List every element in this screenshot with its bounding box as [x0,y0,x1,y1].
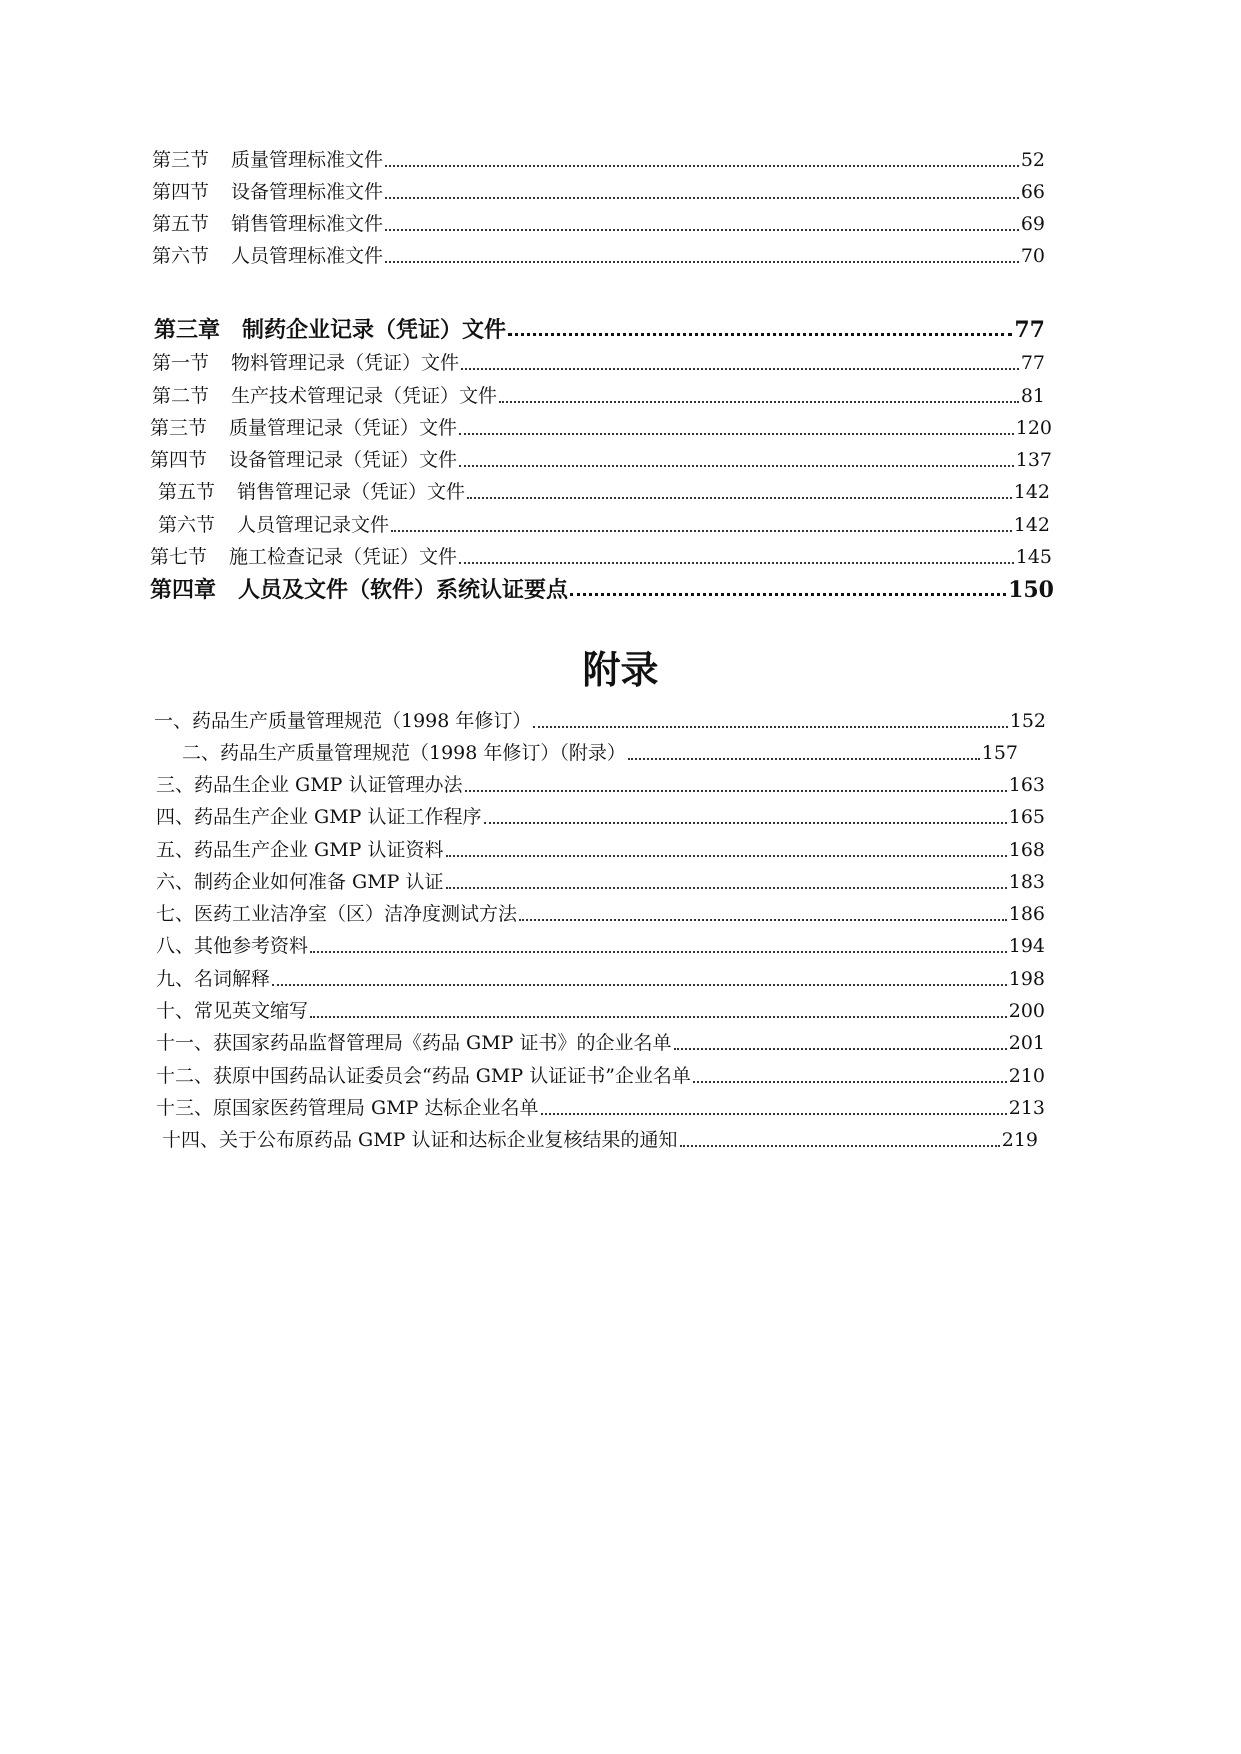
section-number: 第二节 [152,385,210,407]
dot-leader [519,918,1007,921]
dot-leader [385,164,1019,167]
toc-entry-section[interactable] [152,144,1045,172]
toc-entry-appendix[interactable] [156,995,1045,1023]
dot-leader [459,561,1014,564]
page-number: 186 [1008,903,1045,925]
page-number: 69 [1020,213,1045,235]
appendix-item-label: 十二、获原中国药品认证委员会“药品 GMP 认证证书”企业名单 [156,1065,691,1087]
page-number: 183 [1008,871,1045,893]
dot-leader [391,529,1012,532]
appendix-item-label: 十一、获国家药品监督管理局《药品 GMP 证书》的企业名单 [156,1032,672,1054]
toc-entry-appendix[interactable] [156,866,1045,894]
toc-entry-section[interactable] [158,509,1050,537]
appendix-item-label: 五、药品生产企业 GMP 认证资料 [156,839,444,861]
toc-entry-section[interactable] [152,208,1045,236]
page-number: 81 [1020,385,1045,407]
chapter-number: 第三章 [154,317,221,343]
section-title: 物料管理记录（凭证）文件 [231,352,460,374]
page-number: 77 [1014,317,1045,343]
section-number: 第五节 [152,213,210,235]
section-number: 第三节 [152,149,210,171]
dot-leader [446,854,1007,857]
section-title: 质量管理标准文件 [231,149,384,171]
page-number: 157 [981,742,1018,764]
section-title: 质量管理记录（凭证）文件 [229,417,458,439]
section-title: 设备管理标准文件 [231,181,384,203]
chapter-number: 第四章 [150,577,217,603]
dot-leader [541,1112,1007,1115]
toc-entry-section[interactable] [152,380,1045,408]
dot-leader [385,228,1019,231]
appendix-item-label: 十、常见英文缩写 [156,1000,309,1022]
dot-leader [484,821,1007,824]
page-number: 201 [1008,1032,1045,1054]
page-number: 152 [1009,710,1046,732]
section-number: 第一节 [152,352,210,374]
toc-entry-chapter[interactable] [150,570,1054,602]
page-number: 163 [1008,774,1045,796]
toc-entry-appendix[interactable] [156,801,1045,829]
appendix-item-label: 九、名词解释 [156,968,271,990]
dot-leader [508,332,1012,336]
appendix-item-label: 二、药品生产质量管理规范（1998 年修订）（附录） [182,742,626,764]
dot-leader [465,789,1007,792]
section-number: 第四节 [150,449,208,471]
section-number: 第六节 [158,514,216,536]
toc-entry-appendix[interactable] [156,834,1045,862]
dot-leader [459,432,1014,435]
toc-entry-appendix[interactable] [156,1060,1045,1088]
toc-entry-appendix[interactable] [154,705,1046,733]
page-number: 120 [1015,417,1052,439]
toc-entry-section[interactable] [152,176,1045,204]
section-number: 第四节 [152,181,210,203]
dot-leader [459,464,1014,467]
toc-entry-appendix[interactable] [162,1124,1038,1152]
appendix-item-label: 一、药品生产质量管理规范（1998 年修订） [154,710,532,732]
appendix-item-label: 十三、原国家医药管理局 GMP 达标企业名单 [156,1097,539,1119]
toc-entry-appendix[interactable] [156,898,1045,926]
toc-entry-appendix[interactable] [182,737,1018,765]
page-number: 213 [1008,1097,1045,1119]
page-number: 168 [1008,839,1045,861]
toc-entry-appendix[interactable] [156,769,1045,797]
appendix-item-label: 四、药品生产企业 GMP 认证工作程序 [156,806,482,828]
page-number: 210 [1008,1065,1045,1087]
chapter-title: 人员及文件（软件）系统认证要点 [238,577,569,603]
dot-leader [533,725,1007,728]
section-title: 生产技术管理记录（凭证）文件 [231,385,498,407]
page-number: 165 [1008,806,1045,828]
toc-entry-section[interactable] [150,444,1052,472]
toc-entry-section[interactable] [158,476,1050,504]
appendix-item-label: 十四、关于公布原药品 GMP 认证和达标企业复核结果的通知 [162,1129,678,1151]
dot-leader [693,1080,1007,1083]
toc-entry-section[interactable] [150,541,1052,569]
page-number: 142 [1013,481,1050,503]
section-title: 人员管理记录文件 [237,514,390,536]
toc-entry-section[interactable] [152,240,1045,268]
page-number: 137 [1015,449,1052,471]
toc-entry-section[interactable] [152,347,1045,375]
dot-leader [680,1144,1000,1147]
page-number: 194 [1008,935,1045,957]
section-number: 第五节 [158,481,216,503]
toc-entry-appendix[interactable] [156,930,1045,958]
section-number: 第七节 [150,546,208,568]
toc-entry-appendix[interactable] [156,1092,1045,1120]
section-title: 施工检查记录（凭证）文件 [229,546,458,568]
page-number: 66 [1020,181,1045,203]
chapter-title: 制药企业记录（凭证）文件 [242,317,507,343]
section-number: 第六节 [152,245,210,267]
appendix-item-label: 六、制药企业如何准备 GMP 认证 [156,871,444,893]
page-number: 145 [1015,546,1052,568]
section-title: 销售管理标准文件 [231,213,384,235]
dot-leader [446,886,1007,889]
dot-leader [499,400,1019,403]
dot-leader [461,367,1019,370]
page-number: 200 [1008,1000,1045,1022]
page-number: 198 [1008,968,1045,990]
toc-entry-appendix[interactable] [156,1027,1045,1055]
appendix-item-label: 七、医药工业洁净室（区）洁净度测试方法 [156,903,518,925]
appendix-item-label: 八、其他参考资料 [156,935,309,957]
toc-entry-appendix[interactable] [156,963,1045,991]
toc-entry-chapter[interactable] [154,310,1045,342]
dot-leader [385,260,1019,263]
dot-leader [570,592,1006,596]
page-number: 52 [1020,149,1045,171]
section-title: 设备管理记录（凭证）文件 [229,449,458,471]
dot-leader [310,1015,1007,1018]
section-title: 销售管理记录（凭证）文件 [237,481,466,503]
dot-leader [272,983,1007,986]
toc-entry-section[interactable] [150,412,1052,440]
page-number: 77 [1020,352,1045,374]
page-number: 219 [1001,1129,1038,1151]
dot-leader [674,1047,1007,1050]
dot-leader [467,496,1012,499]
dot-leader [385,196,1019,199]
appendix-item-label: 三、药品生企业 GMP 认证管理办法 [156,774,463,796]
dot-leader [628,757,980,760]
section-title: 人员管理标准文件 [231,245,384,267]
appendix-title: 附录 [582,648,659,692]
page-number: 142 [1013,514,1050,536]
section-number: 第三节 [150,417,208,439]
page-number: 150 [1008,577,1054,603]
dot-leader [310,950,1007,953]
page-number: 70 [1020,245,1045,267]
